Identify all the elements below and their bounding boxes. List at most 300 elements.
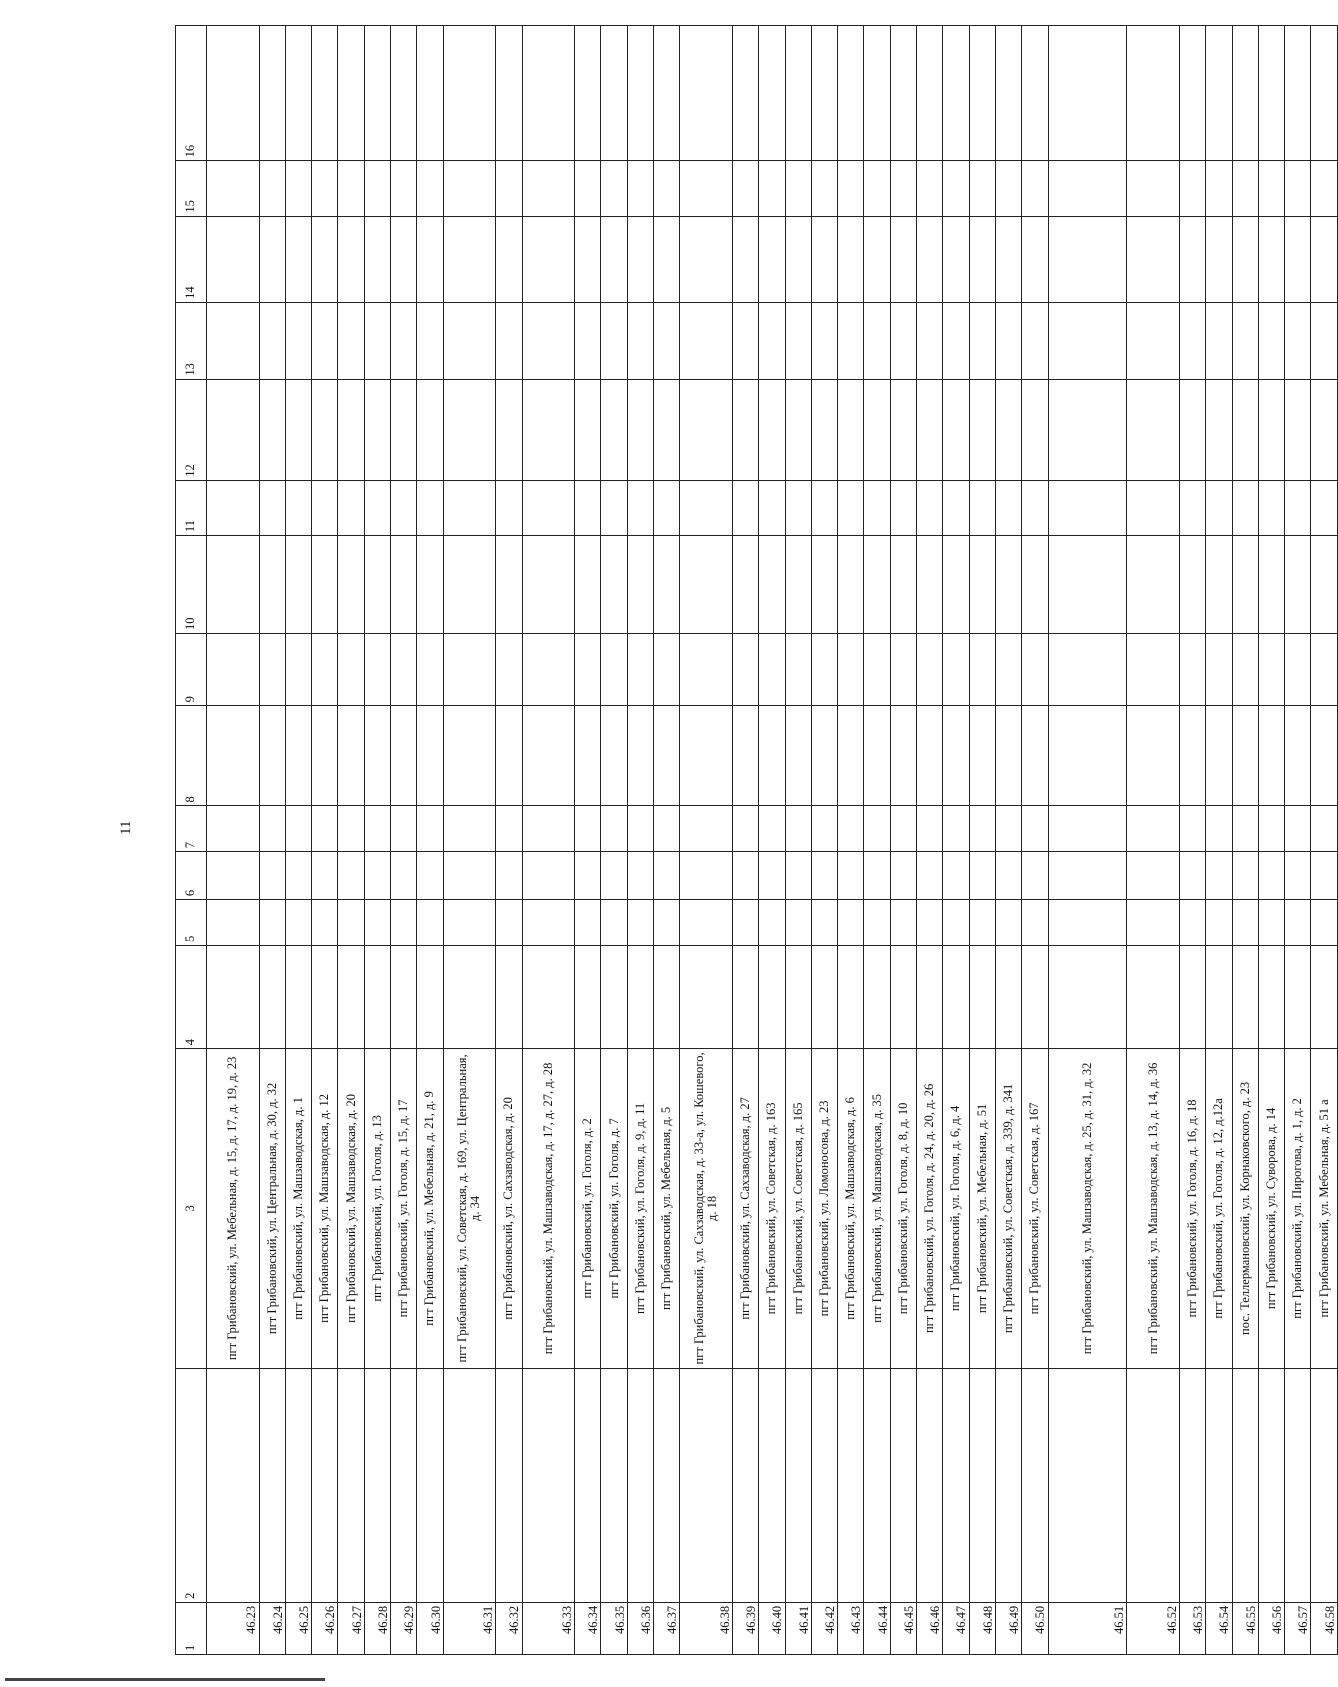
- empty-cell: [627, 706, 653, 806]
- empty-cell: [1127, 536, 1180, 634]
- table-row: [680, 26, 733, 1655]
- empty-cell: [391, 536, 417, 634]
- empty-cell: [969, 26, 995, 161]
- empty-cell: [943, 1368, 969, 1602]
- empty-cell: [627, 379, 653, 480]
- empty-cell: [732, 634, 758, 706]
- empty-cell: [417, 852, 443, 900]
- empty-cell: [680, 900, 733, 946]
- empty-cell: [1311, 379, 1337, 480]
- empty-cell: [759, 216, 785, 302]
- table-row: [443, 26, 496, 1655]
- empty-cell: [285, 1368, 311, 1602]
- empty-cell: [338, 634, 364, 706]
- empty-cell: [680, 379, 733, 480]
- empty-cell: [259, 26, 285, 161]
- empty-cell: [1022, 806, 1048, 852]
- empty-cell: [1127, 480, 1180, 535]
- empty-cell: [1311, 634, 1337, 706]
- empty-cell: [627, 1368, 653, 1602]
- address-cell: пгт Грибановский, ул. Мебельная, д. 15, д. 17, д. 19, д. 23: [207, 1049, 260, 1368]
- empty-cell: [207, 1368, 260, 1602]
- column-header-4: 4: [176, 945, 207, 1048]
- address-cell: пгт Грибановский, ул. Машзаводская, д. 20: [338, 1049, 364, 1368]
- empty-cell: [838, 216, 864, 302]
- empty-cell: [1179, 1368, 1205, 1602]
- empty-cell: [785, 161, 811, 216]
- address-cell: пгт Грибановский, ул. Мебельная, д. 5: [654, 1049, 680, 1368]
- empty-cell: [522, 1368, 575, 1602]
- empty-cell: [1206, 1368, 1232, 1602]
- empty-cell: [732, 706, 758, 806]
- empty-cell: [575, 852, 601, 900]
- empty-cell: [1232, 852, 1258, 900]
- empty-cell: [864, 216, 890, 302]
- empty-cell: [1179, 379, 1205, 480]
- empty-cell: [969, 900, 995, 946]
- empty-cell: [1022, 706, 1048, 806]
- empty-cell: [601, 945, 627, 1048]
- empty-cell: [207, 302, 260, 379]
- empty-cell: [1022, 1368, 1048, 1602]
- empty-cell: [1127, 216, 1180, 302]
- empty-cell: [259, 852, 285, 900]
- empty-cell: [1258, 216, 1284, 302]
- table-row: [732, 26, 758, 1655]
- address-cell: пгт Грибановский, ул. Машзаводская, д. 17, д. 27, д. 28: [522, 1049, 575, 1368]
- table-row: [522, 26, 575, 1655]
- row-number-cell: 46.28: [364, 1602, 390, 1654]
- empty-cell: [1206, 480, 1232, 535]
- column-header-11: 11: [176, 480, 207, 535]
- empty-cell: [1206, 26, 1232, 161]
- empty-cell: [1206, 945, 1232, 1048]
- empty-cell: [1179, 480, 1205, 535]
- empty-cell: [1311, 536, 1337, 634]
- empty-cell: [391, 302, 417, 379]
- row-number-cell: 46.26: [312, 1602, 338, 1654]
- empty-cell: [259, 706, 285, 806]
- empty-cell: [338, 216, 364, 302]
- table-row: [890, 26, 916, 1655]
- empty-cell: [312, 216, 338, 302]
- empty-cell: [1179, 706, 1205, 806]
- empty-cell: [759, 161, 785, 216]
- empty-cell: [732, 302, 758, 379]
- empty-cell: [1232, 706, 1258, 806]
- empty-cell: [601, 536, 627, 634]
- address-cell: пгт Грибановский, ул. Сахзаводская, д. 20: [496, 1049, 522, 1368]
- empty-cell: [1232, 216, 1258, 302]
- empty-cell: [838, 536, 864, 634]
- column-header-13: 13: [176, 302, 207, 379]
- empty-cell: [1285, 1368, 1311, 1602]
- table-row: [391, 26, 417, 1655]
- address-cell: пгт Грибановский, ул. Машзаводская, д. 13, д. 14, д. 36: [1127, 1049, 1180, 1368]
- empty-cell: [759, 900, 785, 946]
- table-row: [1022, 26, 1048, 1655]
- empty-cell: [627, 536, 653, 634]
- empty-cell: [207, 480, 260, 535]
- table-row: [811, 26, 837, 1655]
- empty-cell: [259, 161, 285, 216]
- empty-cell: [575, 161, 601, 216]
- empty-cell: [522, 634, 575, 706]
- empty-cell: [917, 536, 943, 634]
- empty-cell: [522, 900, 575, 946]
- empty-cell: [732, 536, 758, 634]
- empty-cell: [1206, 302, 1232, 379]
- empty-cell: [1232, 480, 1258, 535]
- empty-cell: [1258, 379, 1284, 480]
- table-row: [338, 26, 364, 1655]
- empty-cell: [890, 480, 916, 535]
- address-cell: пгт Грибановский, ул. Гоголя, д. 8, д. 10: [890, 1049, 916, 1368]
- empty-cell: [259, 302, 285, 379]
- empty-cell: [1022, 852, 1048, 900]
- empty-cell: [601, 302, 627, 379]
- empty-cell: [680, 945, 733, 1048]
- empty-cell: [917, 26, 943, 161]
- empty-cell: [680, 634, 733, 706]
- empty-cell: [627, 216, 653, 302]
- address-cell: пгт Грибановский, ул. Гоголя, д. 12, д.12а: [1206, 1049, 1232, 1368]
- empty-cell: [601, 161, 627, 216]
- empty-cell: [917, 900, 943, 946]
- empty-cell: [259, 536, 285, 634]
- row-number-cell: 46.23: [207, 1602, 260, 1654]
- empty-cell: [364, 900, 390, 946]
- empty-cell: [1206, 379, 1232, 480]
- empty-cell: [969, 216, 995, 302]
- empty-cell: [943, 900, 969, 946]
- row-number-cell: 46.30: [417, 1602, 443, 1654]
- empty-cell: [680, 161, 733, 216]
- empty-cell: [1258, 706, 1284, 806]
- empty-cell: [680, 302, 733, 379]
- empty-cell: [1258, 634, 1284, 706]
- empty-cell: [864, 536, 890, 634]
- empty-cell: [522, 379, 575, 480]
- column-header-8: 8: [176, 706, 207, 806]
- empty-cell: [1048, 379, 1127, 480]
- column-header-2: 2: [176, 1368, 207, 1602]
- empty-cell: [338, 302, 364, 379]
- empty-cell: [1232, 302, 1258, 379]
- empty-cell: [1206, 634, 1232, 706]
- empty-cell: [627, 852, 653, 900]
- empty-cell: [1048, 900, 1127, 946]
- empty-cell: [917, 945, 943, 1048]
- row-number-cell: 46.57: [1285, 1602, 1311, 1654]
- empty-cell: [338, 26, 364, 161]
- empty-cell: [785, 945, 811, 1048]
- empty-cell: [969, 806, 995, 852]
- empty-cell: [917, 480, 943, 535]
- empty-cell: [312, 379, 338, 480]
- table-row: [285, 26, 311, 1655]
- column-header-12: 12: [176, 379, 207, 480]
- empty-cell: [1311, 900, 1337, 946]
- empty-cell: [838, 1368, 864, 1602]
- empty-cell: [1285, 480, 1311, 535]
- empty-cell: [1022, 216, 1048, 302]
- empty-cell: [627, 302, 653, 379]
- empty-cell: [1311, 302, 1337, 379]
- empty-cell: [601, 1368, 627, 1602]
- empty-cell: [575, 806, 601, 852]
- empty-cell: [995, 806, 1021, 852]
- empty-cell: [785, 480, 811, 535]
- empty-cell: [522, 852, 575, 900]
- empty-cell: [285, 26, 311, 161]
- empty-cell: [1258, 900, 1284, 946]
- empty-cell: [575, 900, 601, 946]
- empty-cell: [838, 379, 864, 480]
- empty-cell: [601, 806, 627, 852]
- table-row: [838, 26, 864, 1655]
- address-cell: пгт Грибановский, ул. Советская, д. 163: [759, 1049, 785, 1368]
- empty-cell: [1127, 900, 1180, 946]
- empty-cell: [575, 26, 601, 161]
- address-cell: пос. Теллермановский, ул. Корнаковского, д. 23: [1232, 1049, 1258, 1368]
- empty-cell: [601, 706, 627, 806]
- empty-cell: [417, 480, 443, 535]
- empty-cell: [680, 806, 733, 852]
- empty-cell: [496, 26, 522, 161]
- empty-cell: [1127, 26, 1180, 161]
- empty-cell: [943, 806, 969, 852]
- empty-cell: [943, 536, 969, 634]
- empty-cell: [1206, 852, 1232, 900]
- empty-cell: [364, 945, 390, 1048]
- empty-cell: [654, 480, 680, 535]
- table-row: [864, 26, 890, 1655]
- empty-cell: [1048, 706, 1127, 806]
- row-number-cell: 46.25: [285, 1602, 311, 1654]
- empty-cell: [285, 806, 311, 852]
- row-number-cell: 46.46: [917, 1602, 943, 1654]
- empty-cell: [890, 26, 916, 161]
- empty-cell: [285, 536, 311, 634]
- empty-cell: [575, 302, 601, 379]
- empty-cell: [969, 536, 995, 634]
- empty-cell: [312, 26, 338, 161]
- empty-cell: [943, 945, 969, 1048]
- empty-cell: [759, 536, 785, 634]
- empty-cell: [575, 536, 601, 634]
- empty-cell: [969, 480, 995, 535]
- empty-cell: [1285, 806, 1311, 852]
- empty-cell: [732, 26, 758, 161]
- empty-cell: [995, 945, 1021, 1048]
- empty-cell: [654, 852, 680, 900]
- empty-cell: [575, 216, 601, 302]
- empty-cell: [312, 806, 338, 852]
- header-row: [176, 26, 207, 1655]
- table-row: [575, 26, 601, 1655]
- address-cell: пгт Грибановский, ул. Гоголя, д. 16, д. 18: [1179, 1049, 1205, 1368]
- empty-cell: [417, 806, 443, 852]
- table-row: [627, 26, 653, 1655]
- empty-cell: [1179, 302, 1205, 379]
- address-cell: пгт Грибановский, ул. Машзаводская, д. 12: [312, 1049, 338, 1368]
- empty-cell: [890, 216, 916, 302]
- address-cell: пгт Грибановский, ул. Советская, д. 169, ул. Центральная, д. 34: [443, 1049, 496, 1368]
- empty-cell: [759, 379, 785, 480]
- empty-cell: [732, 161, 758, 216]
- empty-cell: [890, 379, 916, 480]
- empty-cell: [943, 161, 969, 216]
- empty-cell: [443, 945, 496, 1048]
- table-row: [601, 26, 627, 1655]
- table-row: [1285, 26, 1311, 1655]
- empty-cell: [601, 900, 627, 946]
- empty-cell: [654, 536, 680, 634]
- empty-cell: [732, 1368, 758, 1602]
- empty-cell: [417, 216, 443, 302]
- empty-cell: [1127, 1368, 1180, 1602]
- empty-cell: [917, 634, 943, 706]
- empty-cell: [627, 480, 653, 535]
- empty-cell: [496, 1368, 522, 1602]
- empty-cell: [207, 161, 260, 216]
- address-cell: пгт Грибановский, ул. Мебельная, д. 51 а: [1311, 1049, 1337, 1368]
- empty-cell: [1048, 634, 1127, 706]
- empty-cell: [864, 945, 890, 1048]
- address-cell: пгт Грибановский, ул. Машзаводская, д. 1: [285, 1049, 311, 1368]
- page-number: 11: [118, 820, 134, 835]
- empty-cell: [259, 379, 285, 480]
- empty-cell: [943, 26, 969, 161]
- empty-cell: [1206, 900, 1232, 946]
- empty-cell: [207, 706, 260, 806]
- empty-cell: [995, 634, 1021, 706]
- empty-cell: [259, 945, 285, 1048]
- empty-cell: [995, 216, 1021, 302]
- table-row: [1311, 26, 1337, 1655]
- row-number-cell: 46.40: [759, 1602, 785, 1654]
- empty-cell: [285, 900, 311, 946]
- row-number-cell: 46.56: [1258, 1602, 1284, 1654]
- empty-cell: [417, 536, 443, 634]
- empty-cell: [864, 379, 890, 480]
- table-row: [496, 26, 522, 1655]
- empty-cell: [838, 302, 864, 379]
- empty-cell: [785, 536, 811, 634]
- empty-cell: [338, 706, 364, 806]
- empty-cell: [917, 216, 943, 302]
- empty-cell: [496, 216, 522, 302]
- empty-cell: [1179, 900, 1205, 946]
- empty-cell: [1258, 852, 1284, 900]
- empty-cell: [654, 634, 680, 706]
- empty-cell: [417, 900, 443, 946]
- empty-cell: [443, 379, 496, 480]
- empty-cell: [864, 852, 890, 900]
- empty-cell: [1022, 480, 1048, 535]
- empty-cell: [443, 1368, 496, 1602]
- empty-cell: [627, 945, 653, 1048]
- empty-cell: [259, 480, 285, 535]
- empty-cell: [785, 26, 811, 161]
- empty-cell: [496, 900, 522, 946]
- empty-cell: [680, 26, 733, 161]
- empty-cell: [417, 379, 443, 480]
- empty-cell: [1048, 945, 1127, 1048]
- empty-cell: [285, 480, 311, 535]
- empty-cell: [364, 1368, 390, 1602]
- table-row: [1179, 26, 1205, 1655]
- empty-cell: [838, 480, 864, 535]
- column-header-16: 16: [176, 26, 207, 161]
- empty-cell: [364, 706, 390, 806]
- empty-cell: [391, 706, 417, 806]
- empty-cell: [943, 706, 969, 806]
- empty-cell: [312, 536, 338, 634]
- address-cell: пгт Грибановский, ул. Гоголя, д. 15, д. 17: [391, 1049, 417, 1368]
- empty-cell: [785, 379, 811, 480]
- empty-cell: [995, 26, 1021, 161]
- empty-cell: [1127, 161, 1180, 216]
- empty-cell: [522, 706, 575, 806]
- empty-cell: [864, 26, 890, 161]
- empty-cell: [943, 480, 969, 535]
- empty-cell: [917, 852, 943, 900]
- empty-cell: [654, 806, 680, 852]
- empty-cell: [391, 634, 417, 706]
- empty-cell: [417, 302, 443, 379]
- empty-cell: [995, 536, 1021, 634]
- empty-cell: [312, 1368, 338, 1602]
- empty-cell: [654, 161, 680, 216]
- row-number-cell: 46.31: [443, 1602, 496, 1654]
- address-cell: пгт Грибановский, ул. Советская, д. 339, д. 341: [995, 1049, 1021, 1368]
- empty-cell: [522, 302, 575, 379]
- empty-cell: [312, 706, 338, 806]
- empty-cell: [811, 706, 837, 806]
- empty-cell: [943, 216, 969, 302]
- empty-cell: [391, 379, 417, 480]
- empty-cell: [811, 806, 837, 852]
- empty-cell: [969, 379, 995, 480]
- empty-cell: [601, 852, 627, 900]
- address-cell: пгт Грибановский, ул. Пирогова, д. 1, д. 2: [1285, 1049, 1311, 1368]
- empty-cell: [1311, 945, 1337, 1048]
- empty-cell: [785, 1368, 811, 1602]
- empty-cell: [1311, 161, 1337, 216]
- empty-cell: [627, 634, 653, 706]
- row-number-cell: 46.47: [943, 1602, 969, 1654]
- empty-cell: [732, 900, 758, 946]
- empty-cell: [417, 26, 443, 161]
- empty-cell: [312, 634, 338, 706]
- empty-cell: [917, 706, 943, 806]
- empty-cell: [443, 302, 496, 379]
- table-row: [1232, 26, 1258, 1655]
- empty-cell: [969, 634, 995, 706]
- empty-cell: [680, 216, 733, 302]
- empty-cell: [391, 216, 417, 302]
- table-row: [654, 26, 680, 1655]
- column-header-15: 15: [176, 161, 207, 216]
- empty-cell: [1048, 302, 1127, 379]
- empty-cell: [1048, 1368, 1127, 1602]
- empty-cell: [1048, 216, 1127, 302]
- empty-cell: [1179, 806, 1205, 852]
- empty-cell: [207, 806, 260, 852]
- empty-cell: [1285, 634, 1311, 706]
